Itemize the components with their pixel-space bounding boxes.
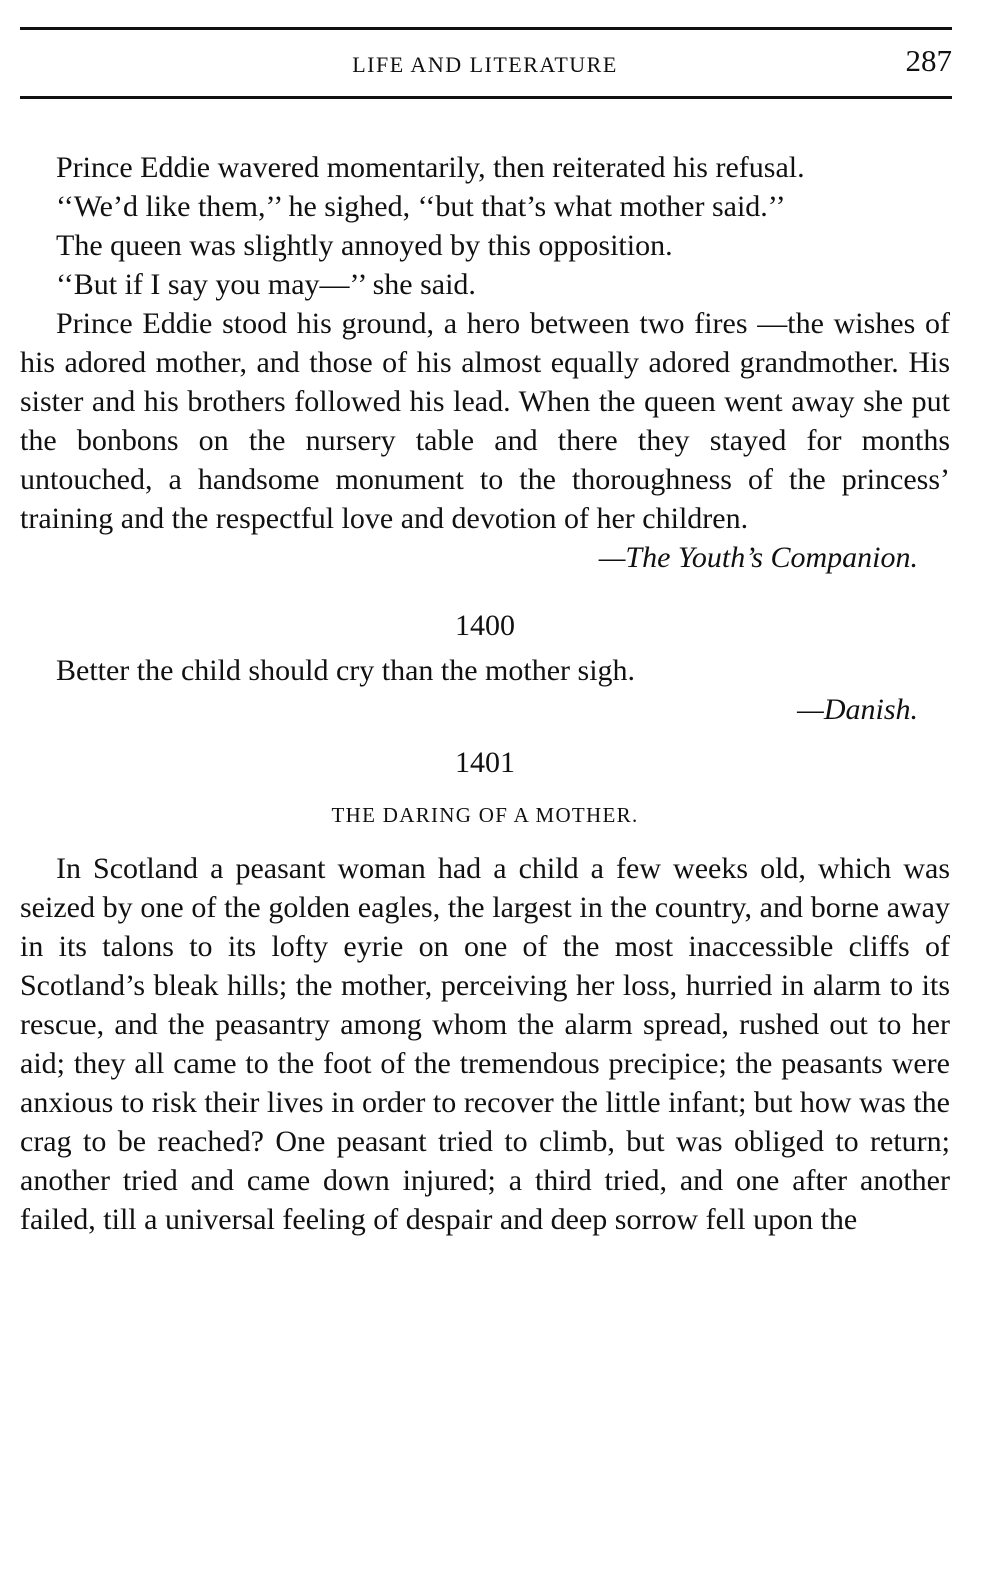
page-number: 287 — [905, 43, 952, 78]
header-bottom-rule — [20, 96, 952, 99]
attribution: —Danish. — [797, 693, 918, 726]
paragraph: Prince Eddie wavered momentarily, then reiterated his refusal. — [56, 151, 805, 184]
entry-title: THE DARING OF A MOTHER. — [331, 803, 639, 827]
page-body — [20, 148, 950, 1239]
header-top-rule — [20, 27, 952, 30]
running-title: LIFE AND LITERATURE — [352, 52, 618, 77]
entry-number: 1401 — [455, 746, 515, 779]
entry-number: 1400 — [455, 609, 515, 642]
paragraph: ‘‘But if I say you may—’’ she said. — [56, 268, 476, 301]
paragraph: ‘‘We’d like them,’’ he sighed, ‘‘but that’s what mother said.’’ — [56, 190, 786, 223]
paragraph: Prince Eddie stood his ground, a hero between two fires —the wishes of his adored mother, and those of his almost equally adored grandmother. His sister and his brothers followed his lead. When the queen went away she put the bonbons on the nursery table and there they stayed for months untouched, a handsome monument to the thoroughness of the princess’ training and the respectful love and devotion of her children. — [20, 307, 950, 535]
running-header — [20, 43, 952, 80]
attribution: —The Youth’s Companion. — [598, 541, 918, 574]
paragraph: The queen was slightly annoyed by this opposition. — [56, 229, 673, 262]
paragraph: In Scotland a peasant woman had a child a few weeks old, which was seized by one of the golden eagles, the largest in the country, and borne away in its talons to its lofty eyrie on one of the most inaccessible cliffs of Scotland’s bleak hills; the mother, perceiving her loss, hurried in alarm to its rescue, and the peasantry among whom the alarm spread, rushed out to her aid; they all came to the foot of the tremendous precipice; the peasants were anxious to risk their lives in order to recover the little infant; but how was the crag to be reached? One peasant tried to climb, but was obliged to return; another tried and came down injured; a third tried, and one after another failed, till a universal feeling of despair and deep sorrow fell upon the — [20, 852, 950, 1236]
book-page — [20, 0, 950, 1570]
quotation: Better the child should cry than the mother sigh. — [56, 654, 636, 687]
